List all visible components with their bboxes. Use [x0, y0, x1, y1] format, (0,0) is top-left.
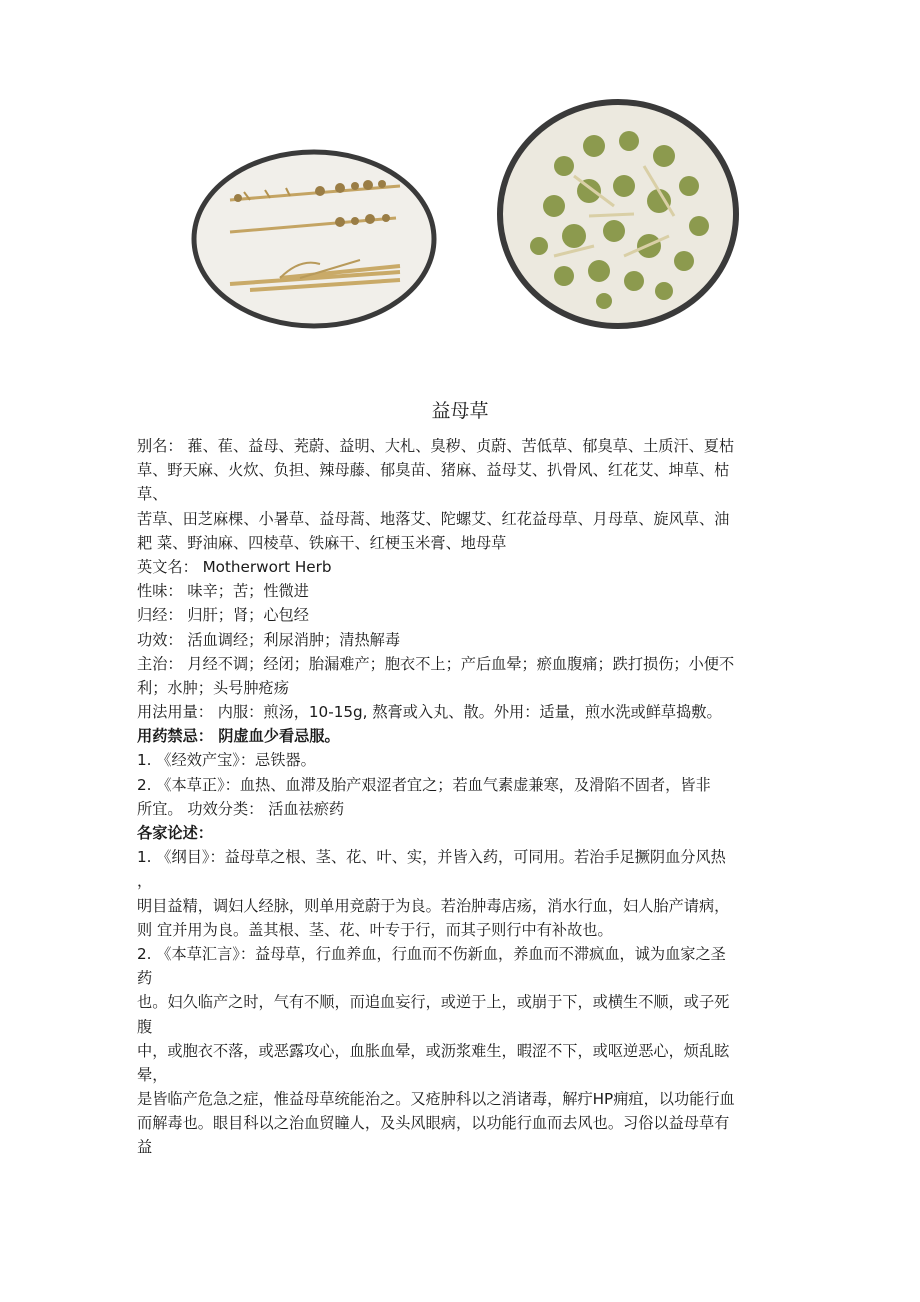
text-line: 利；水肿；头号肿疮疡	[137, 678, 289, 697]
dried-herb-stems-icon	[190, 148, 438, 330]
text-line: 腹	[137, 1017, 153, 1036]
text-line: ，	[137, 872, 153, 891]
text-line: 耙 菜、野油麻、四棱草、铁麻干、红梗玉米膏、地母草	[137, 533, 507, 552]
crushed-herb-photo	[494, 96, 742, 336]
text-line: 药	[137, 969, 153, 988]
text-line: 性味： 味辛；苦；性微进	[137, 582, 309, 601]
text-line: 晕，	[137, 1065, 168, 1084]
text-line: 明目益精，调妇人经脉，则单用竞蔚于为良。若治肿毒店疡，消水行血，妇人胎产请病，	[137, 896, 730, 915]
text-line: 功效： 活血调经；利尿消肿；清热解毒	[137, 630, 401, 649]
text-line: 中，或胞衣不落，或恶露攻心，血胀血晕，或沥浆难生，暇涩不下，或呕逆恶心，烦乱眩	[137, 1041, 730, 1060]
contraindication-line: 用药禁忌： 阴虚血少看忌服。	[137, 727, 340, 746]
text-line: 益	[137, 1138, 153, 1157]
text-line: 1. 《经效产宝》：忌铁器。	[137, 751, 316, 770]
text-line: 用法用量： 内服：煎汤，10-15g, 熬膏或入丸、散。外用：适量，煎水洗或鲜草捣敷。	[137, 703, 722, 722]
text-line: 归经： 归肝；肾；心包经	[137, 606, 309, 625]
text-line: 2. 《本草正》：血热、血滞及胎产艰涩者宜之；若血气素虚兼寒，及滑陷不固者，皆非	[137, 775, 711, 794]
crushed-dried-herb-icon	[494, 96, 742, 336]
text-line: 苦草、田芝麻棵、小暑草、益母蒿、地落艾、陀螺艾、红花益母草、月母草、旋风草、油	[137, 509, 730, 528]
section-heading: 各家论述：	[137, 824, 213, 842]
article-body	[137, 434, 797, 1160]
page-title: 益母草	[431, 400, 489, 422]
text-line: 则 宜并用为良。盖其根、茎、花、叶专于行，而其子则行中有补故也。	[137, 920, 613, 939]
text-line: 别名： 蓷、萑、益母、茺蔚、益明、大札、臭秽、贞蔚、苦低草、郁臭草、土质汗、夏枯	[137, 437, 735, 455]
text-line: 2. 《本草汇言》：益母草，行血养血，行血而不伤新血，养血而不滞疯血，诚为血家之圣	[137, 944, 726, 963]
text-line: 而解毒也。眼目科以之治血贸瞳人，及头风眼病，以功能行血而去风也。习俗以益母草有	[137, 1114, 730, 1133]
text-line: 是皆临产危急之症，惟益母草统能治之。又疮肿科以之消诸毒，解疔HP痈疽，以功能行血	[137, 1090, 735, 1109]
text-line: 英文名： Motherwort Herb	[137, 557, 332, 576]
text-line: 所宜。 功效分类： 活血祛瘀药	[137, 799, 345, 818]
text-line: 1. 《纲目》：益母草之根、茎、花、叶、实，并皆入药，可同用。若治手足撅阴血分风热	[137, 848, 726, 867]
text-line: 主治： 月经不调；经闭；胎漏难产；胞衣不上；产后血晕；瘀血腹痛；跌打损伤；小便不	[137, 654, 735, 673]
text-line: 草、	[137, 485, 168, 504]
herb-stems-photo	[190, 148, 438, 330]
text-line: 草、野天麻、火炊、负担、辣母藤、郁臭苗、猪麻、益母艾、扒骨风、红花艾、坤草、枯	[137, 461, 730, 480]
text-line: 也。妇久临产之时，气有不顺，而追血妄行，或逆于上，或崩于下，或横生不顺，或子死	[137, 993, 730, 1012]
